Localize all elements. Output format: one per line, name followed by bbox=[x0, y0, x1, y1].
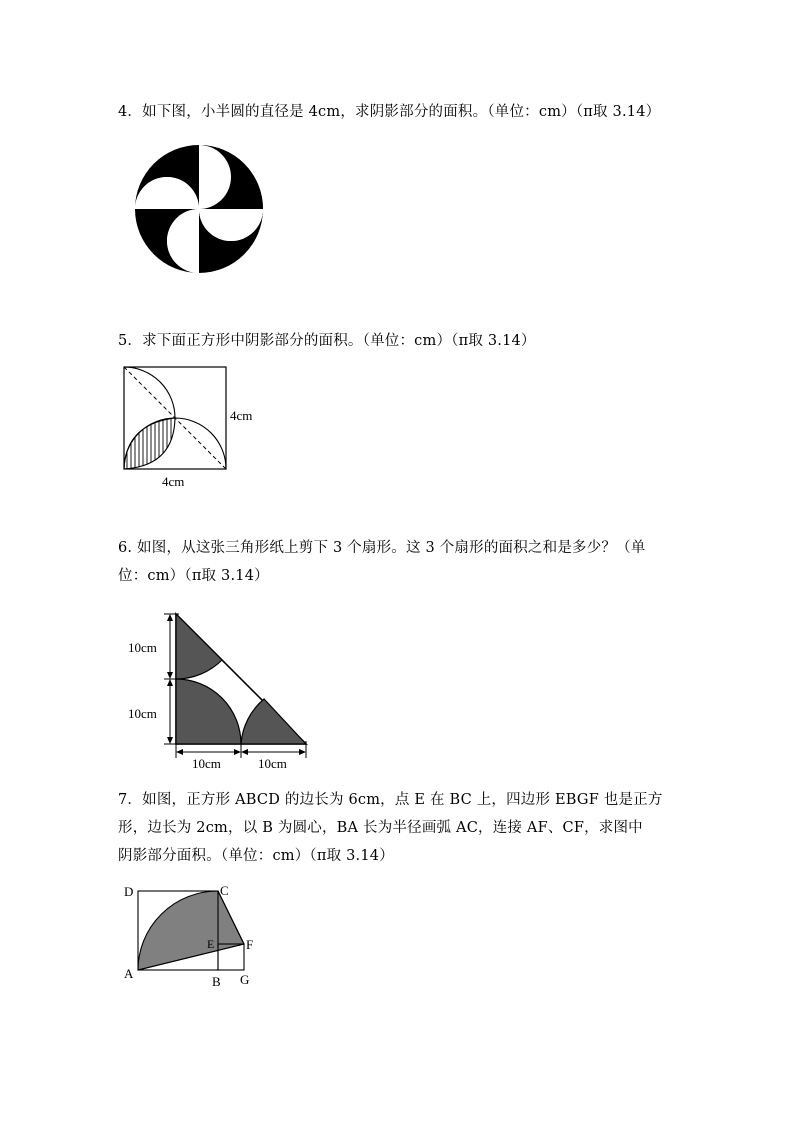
bottom-left-label: 10cm bbox=[192, 756, 221, 771]
pinwheel-figure bbox=[132, 142, 266, 276]
point-g: G bbox=[240, 972, 250, 987]
question-7-line2: 形，边长为 2cm，以 B 为圆心，BA 长为半径画弧 AC，连接 AF、CF，求图中 bbox=[118, 820, 643, 836]
bottom-label: 4cm bbox=[162, 474, 185, 489]
point-f: F bbox=[246, 937, 254, 952]
question-6-line2: 位：cm）（π取 3.14） bbox=[118, 568, 269, 584]
point-e: E bbox=[207, 937, 215, 951]
point-c: C bbox=[220, 883, 229, 898]
point-b: B bbox=[212, 974, 221, 989]
point-d: D bbox=[124, 884, 134, 899]
square-figure bbox=[118, 362, 268, 494]
question-7-line1: 7．如图，正方形 ABCD 的边长为 6cm，点 E 在 BC 上，四边形 EBGF 也是正方 bbox=[118, 792, 663, 808]
question-4-text: 4．如下图，小半圆的直径是 4cm，求阴影部分的面积。（单位：cm）（π取 3.14） bbox=[118, 104, 661, 120]
left-top-label: 10cm bbox=[128, 640, 157, 655]
point-a: A bbox=[124, 966, 134, 981]
question-7-text bbox=[118, 786, 678, 870]
triangle-figure bbox=[124, 608, 314, 774]
question-6-line1: 6. 如图，从这张三角形纸上剪下 3 个扇形。这 3 个扇形的面积之和是多少？（单 bbox=[118, 540, 646, 556]
question-5-text: 5．求下面正方形中阴影部分的面积。（单位：cm）（π取 3.14） bbox=[118, 333, 536, 349]
question-6-text bbox=[118, 534, 678, 590]
bottom-right-label: 10cm bbox=[258, 756, 287, 771]
side-label: 4cm bbox=[230, 408, 253, 423]
left-bottom-label: 10cm bbox=[128, 706, 157, 721]
abcd-figure bbox=[118, 878, 268, 996]
shaded-region bbox=[138, 891, 244, 970]
question-7-line3: 阴影部分面积。（单位：cm）（π取 3.14） bbox=[118, 848, 394, 864]
